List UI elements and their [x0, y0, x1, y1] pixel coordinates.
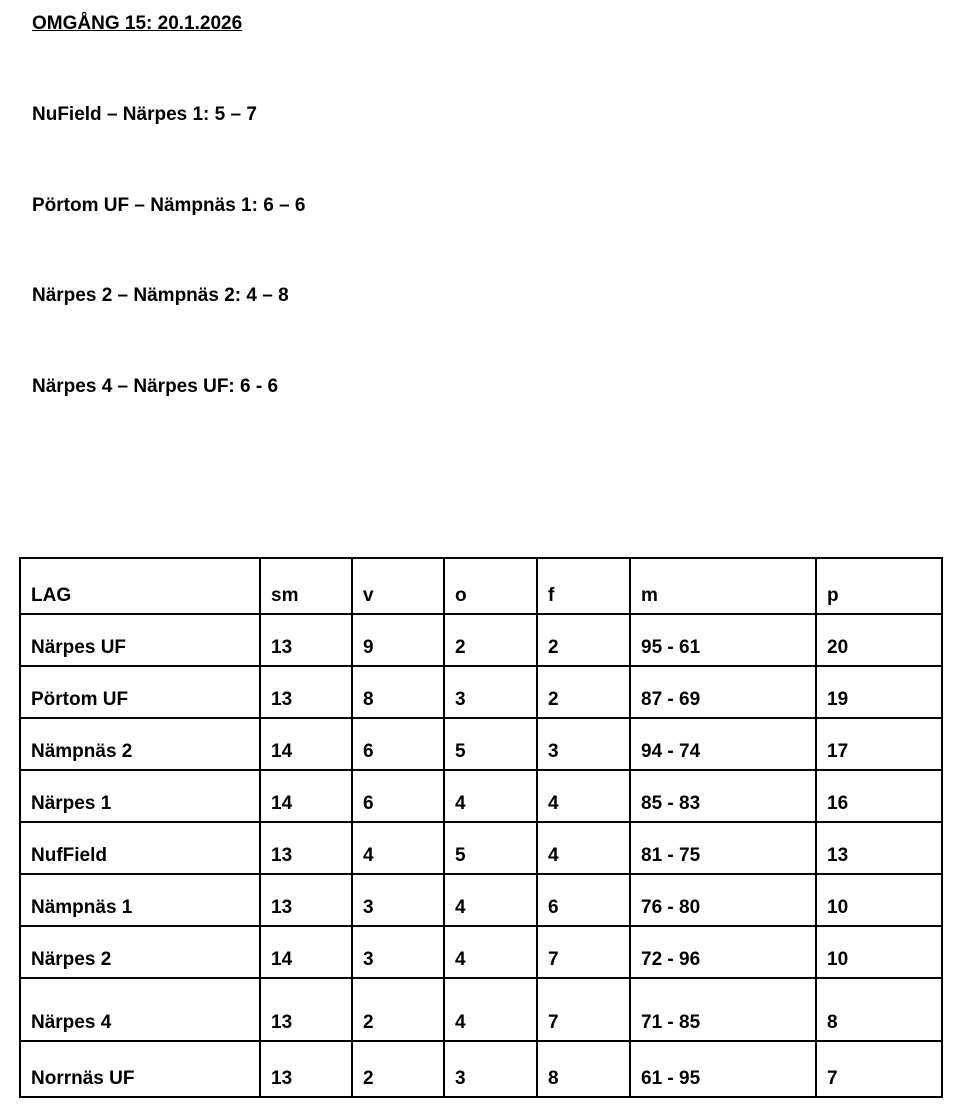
- team-cell: Norrnäs UF: [20, 1041, 260, 1097]
- table-row: [20, 666, 942, 718]
- standings-table: [19, 557, 943, 1098]
- score-cell: 76 - 80: [630, 874, 816, 926]
- played-cell: 13: [260, 978, 352, 1041]
- table-row: [20, 718, 942, 770]
- draws-cell: 5: [444, 718, 537, 770]
- wins-cell: 9: [352, 614, 444, 666]
- draws-cell: 4: [444, 978, 537, 1041]
- score-cell: 72 - 96: [630, 926, 816, 978]
- losses-cell: 6: [537, 874, 630, 926]
- table-row: [20, 614, 942, 666]
- header-team: LAG: [20, 558, 260, 614]
- score-cell: 94 - 74: [630, 718, 816, 770]
- score-cell: 85 - 83: [630, 770, 816, 822]
- points-cell: 10: [816, 874, 942, 926]
- losses-cell: 4: [537, 770, 630, 822]
- played-cell: 13: [260, 614, 352, 666]
- team-cell: Närpes 1: [20, 770, 260, 822]
- wins-cell: 2: [352, 1041, 444, 1097]
- wins-cell: 3: [352, 874, 444, 926]
- match-result: Närpes 2 – Nämpnäs 2: 4 – 8: [32, 285, 289, 306]
- score-cell: 87 - 69: [630, 666, 816, 718]
- played-cell: 14: [260, 926, 352, 978]
- draws-cell: 2: [444, 614, 537, 666]
- draws-cell: 3: [444, 666, 537, 718]
- table-row: [20, 978, 942, 1041]
- draws-cell: 3: [444, 1041, 537, 1097]
- draws-cell: 4: [444, 926, 537, 978]
- losses-cell: 4: [537, 822, 630, 874]
- match-result: NuField – Närpes 1: 5 – 7: [32, 104, 257, 125]
- match-result: Pörtom UF – Nämpnäs 1: 6 – 6: [32, 195, 306, 216]
- table-row: [20, 822, 942, 874]
- table-row: [20, 926, 942, 978]
- match-result: Närpes 4 – Närpes UF: 6 - 6: [32, 376, 279, 397]
- played-cell: 13: [260, 874, 352, 926]
- wins-cell: 6: [352, 770, 444, 822]
- header-points: p: [816, 558, 942, 614]
- team-cell: Pörtom UF: [20, 666, 260, 718]
- losses-cell: 7: [537, 978, 630, 1041]
- losses-cell: 7: [537, 926, 630, 978]
- played-cell: 14: [260, 718, 352, 770]
- wins-cell: 8: [352, 666, 444, 718]
- played-cell: 13: [260, 666, 352, 718]
- losses-cell: 2: [537, 614, 630, 666]
- draws-cell: 5: [444, 822, 537, 874]
- played-cell: 13: [260, 1041, 352, 1097]
- points-cell: 19: [816, 666, 942, 718]
- team-cell: Nämpnäs 1: [20, 874, 260, 926]
- played-cell: 14: [260, 770, 352, 822]
- score-cell: 95 - 61: [630, 614, 816, 666]
- score-cell: 81 - 75: [630, 822, 816, 874]
- points-cell: 7: [816, 1041, 942, 1097]
- round-title: OMGÅNG 15: 20.1.2026: [32, 13, 243, 34]
- wins-cell: 4: [352, 822, 444, 874]
- losses-cell: 3: [537, 718, 630, 770]
- table-row: [20, 1041, 942, 1097]
- header-draws: o: [444, 558, 537, 614]
- points-cell: 8: [816, 978, 942, 1041]
- wins-cell: 3: [352, 926, 444, 978]
- header-wins: v: [352, 558, 444, 614]
- header-score: m: [630, 558, 816, 614]
- table-header-row: [20, 558, 942, 614]
- team-cell: Närpes 4: [20, 978, 260, 1041]
- team-cell: NufField: [20, 822, 260, 874]
- table-row: [20, 874, 942, 926]
- losses-cell: 8: [537, 1041, 630, 1097]
- points-cell: 10: [816, 926, 942, 978]
- team-cell: Närpes 2: [20, 926, 260, 978]
- team-cell: Närpes UF: [20, 614, 260, 666]
- points-cell: 20: [816, 614, 942, 666]
- header-losses: f: [537, 558, 630, 614]
- score-cell: 61 - 95: [630, 1041, 816, 1097]
- team-cell: Nämpnäs 2: [20, 718, 260, 770]
- wins-cell: 2: [352, 978, 444, 1041]
- points-cell: 16: [816, 770, 942, 822]
- losses-cell: 2: [537, 666, 630, 718]
- points-cell: 13: [816, 822, 942, 874]
- draws-cell: 4: [444, 770, 537, 822]
- header-played: sm: [260, 558, 352, 614]
- draws-cell: 4: [444, 874, 537, 926]
- played-cell: 13: [260, 822, 352, 874]
- table-row: [20, 770, 942, 822]
- wins-cell: 6: [352, 718, 444, 770]
- score-cell: 71 - 85: [630, 978, 816, 1041]
- points-cell: 17: [816, 718, 942, 770]
